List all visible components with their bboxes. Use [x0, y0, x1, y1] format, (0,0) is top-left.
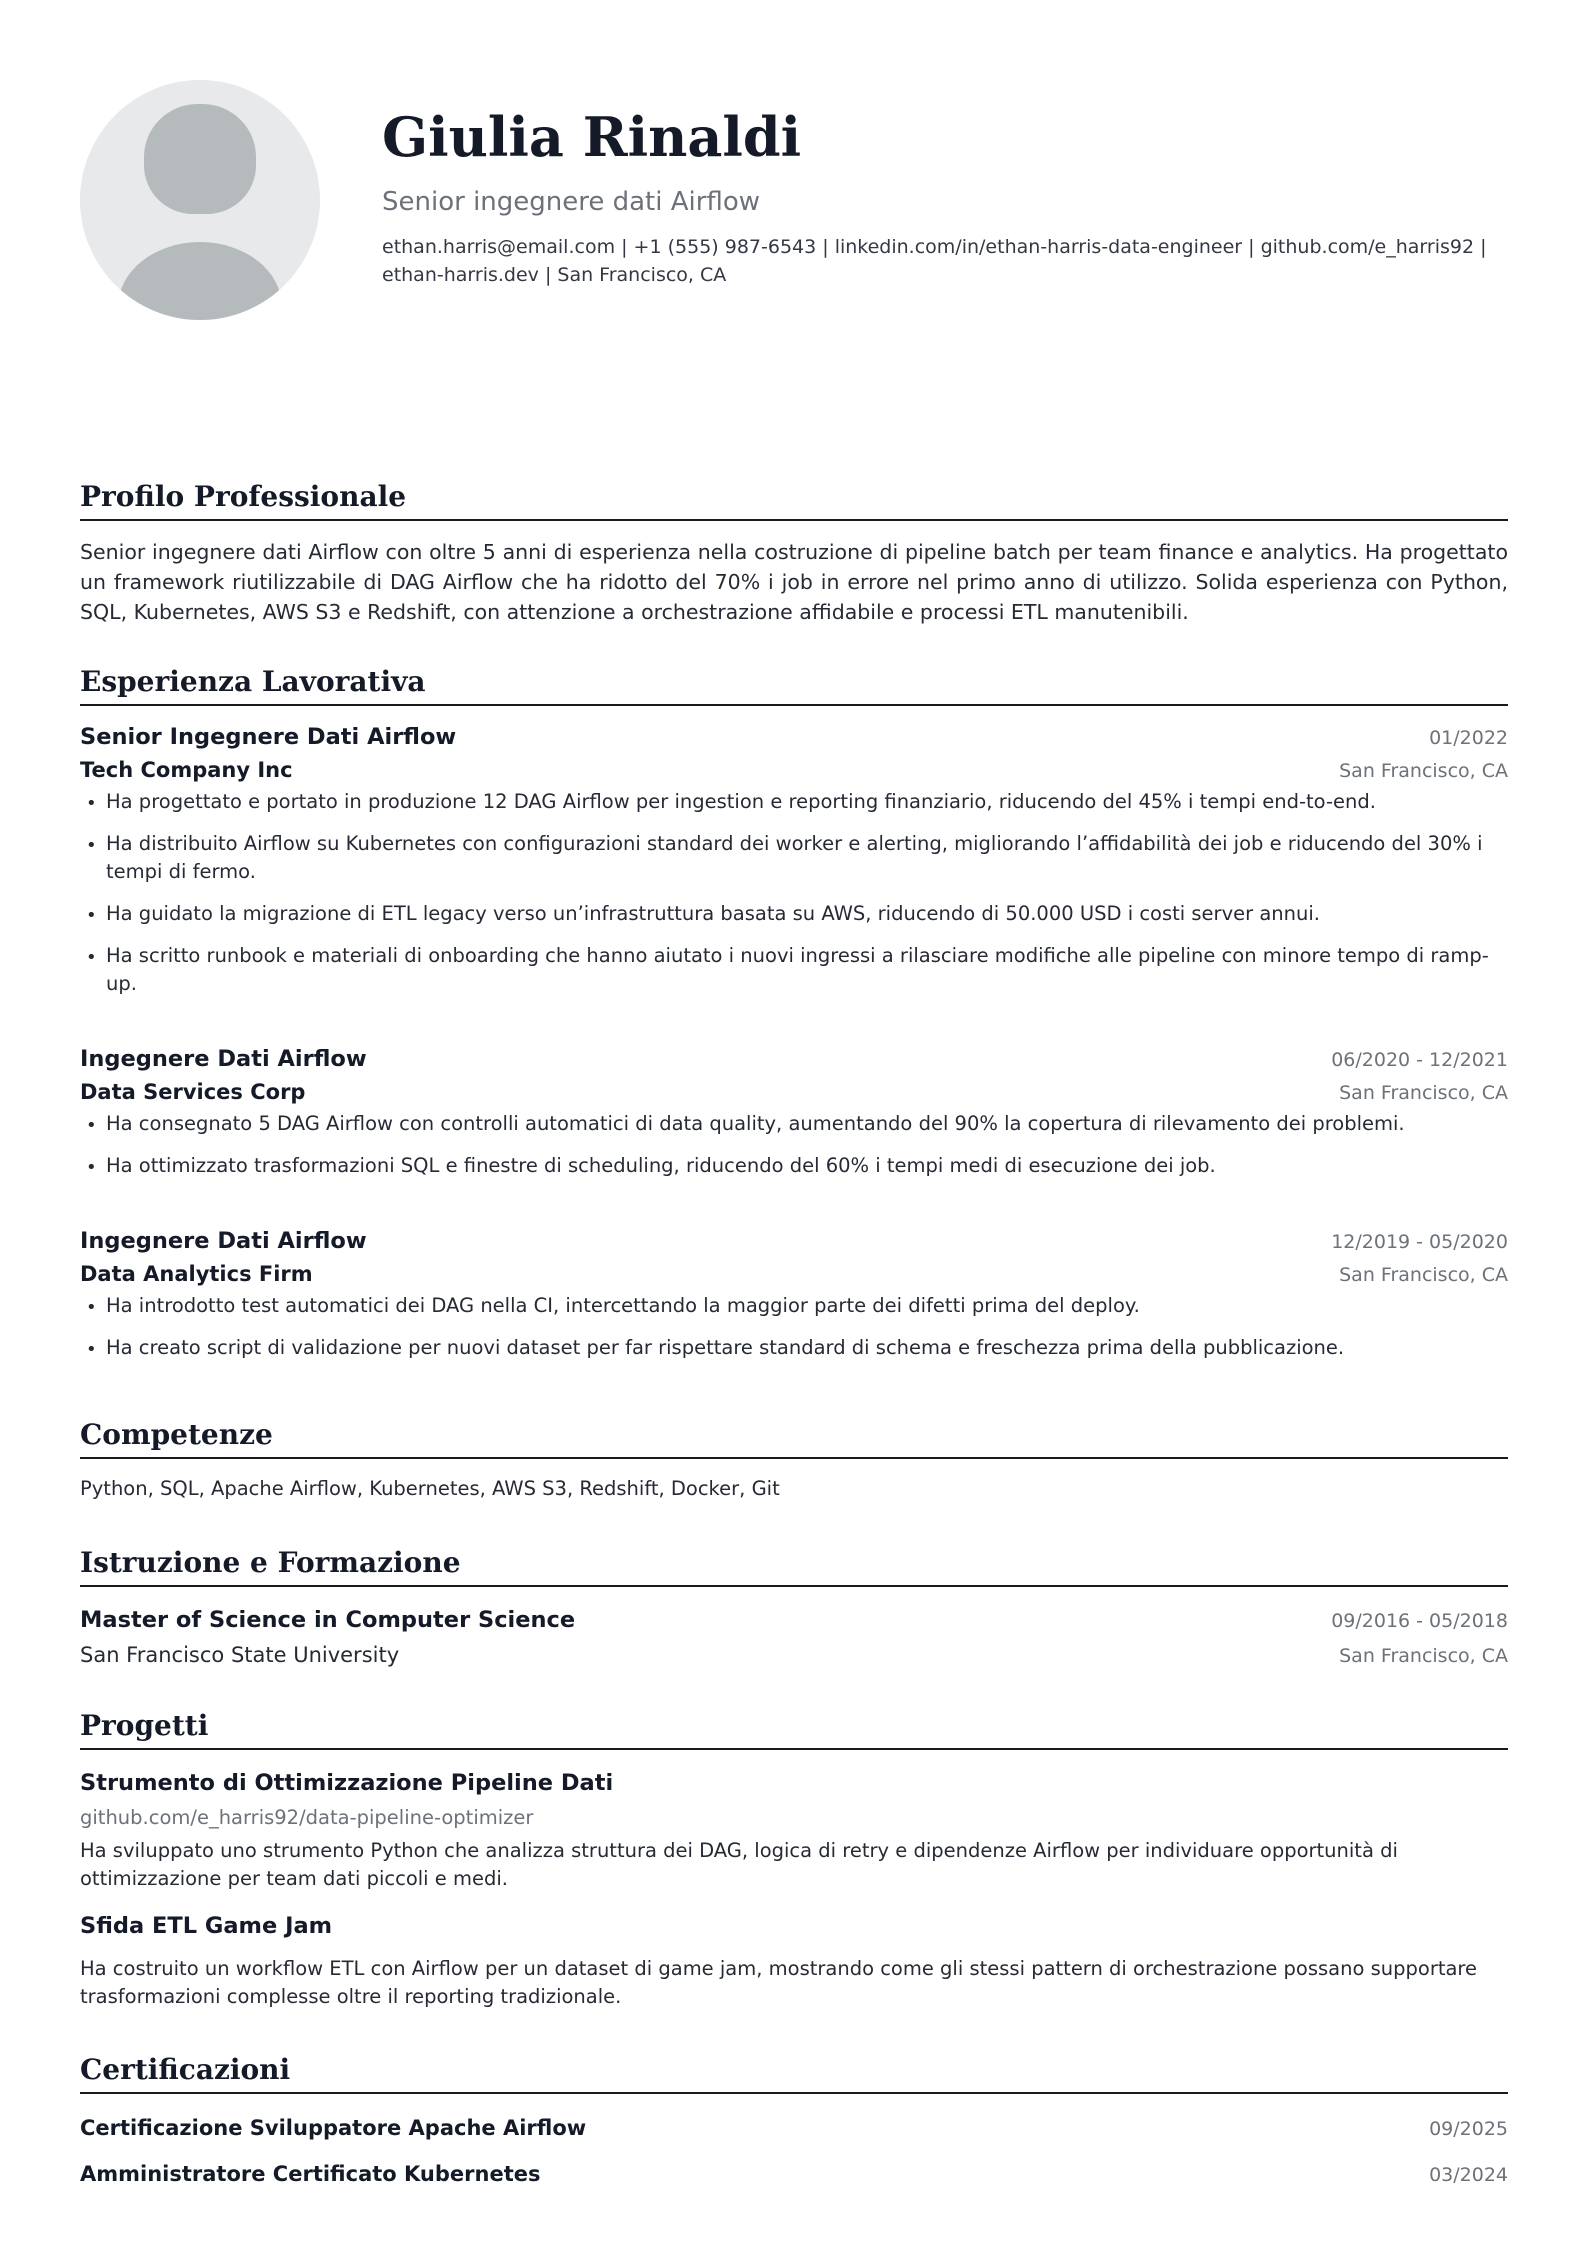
section-heading-projects: Progetti [80, 1709, 1508, 1750]
job-company-row [80, 1080, 1508, 1104]
certifications-section [80, 2053, 1508, 2186]
section-heading-profile: Profilo Professionale [80, 480, 1508, 521]
certification-name: Certificazione Sviluppatore Apache Airflow [80, 2116, 587, 2140]
certification-date: 03/2024 [1429, 2164, 1508, 2186]
certification-row [80, 2162, 1508, 2186]
job-entry [80, 724, 1508, 998]
job-bullets [80, 1110, 1508, 1180]
certification-row [80, 2116, 1508, 2140]
skills-list: Python, SQL, Apache Airflow, Kubernetes, AWS S3, Redshift, Docker, Git [80, 1477, 780, 1500]
job-company: Data Analytics Firm [80, 1262, 313, 1286]
project-description: Ha costruito un workflow ETL con Airflow per un dataset di game jam, mostrando come gli stessi pattern di orchestrazione possano supportare trasformazioni complesse oltre il reporting tradizionale. [80, 1957, 1478, 2008]
project-entry [80, 1913, 1508, 2011]
education-date: 09/2016 - 05/2018 [1331, 1610, 1508, 1632]
job-bullet: • Ha distribuito Airflow su Kubernetes con configurazioni standard dei worker e alerting, migliorando l’affidabilità dei job e riducendo del 30% i tempi di fermo. [80, 830, 1508, 886]
project-link[interactable]: github.com/e_harris92/data-pipeline-optimizer [80, 1806, 534, 1829]
education-school-row [80, 1643, 1508, 1667]
job-bullet: • Ha introdotto test automatici dei DAG nella CI, intercettando la maggior parte dei difetti prima del deploy. [80, 1292, 1508, 1320]
job-title: Ingegnere Dati Airflow [80, 1046, 367, 1072]
education-location: San Francisco, CA [1339, 1645, 1508, 1667]
job-bullet: • Ha consegnato 5 DAG Airflow con controlli automatici di data quality, aumentando del 90% la copertura di rilevamento dei problemi. [80, 1110, 1508, 1138]
project-title: Strumento di Ottimizzazione Pipeline Dati [80, 1770, 614, 1796]
job-company: Data Services Corp [80, 1080, 306, 1104]
profile-section [80, 480, 1508, 627]
section-heading-education: Istruzione e Formazione [80, 1546, 1508, 1587]
job-location: San Francisco, CA [1339, 1264, 1508, 1286]
avatar-body-shape [118, 242, 282, 320]
job-entry [80, 1228, 1508, 1362]
project-entry [80, 1770, 1508, 1893]
job-bullets [80, 1292, 1508, 1362]
contact-line-2: ethan-harris.dev | San Francisco, CA [382, 264, 727, 287]
job-header-row [80, 1228, 1508, 1254]
contact-line-1: ethan.harris@email.com | +1 (555) 987-6543 | linkedin.com/in/ethan-harris-data-engineer | github.com/e_harris92 | [382, 236, 1487, 259]
certification-name: Amministratore Certificato Kubernetes [80, 2162, 541, 2186]
profile-summary: Senior ingegnere dati Airflow con oltre 5 anni di esperienza nella costruzione di pipeline batch per team finance e analytics. Ha progettato un framework riutilizzabile di DAG Airflow che ha ridotto del 70% i job in errore nel primo anno di utilizzo. Solida esperienza con Python, SQL, Kubernetes, AWS S3 e Redshift, con attenzione a orchestrazione affidabile e processi ETL manutenibili. [80, 540, 1508, 624]
candidate-title: Senior ingegnere dati Airflow [382, 187, 760, 218]
education-header-row [80, 1607, 1508, 1633]
contact-info [382, 233, 1508, 289]
job-bullet: • Ha ottimizzato trasformazioni SQL e finestre di scheduling, riducendo del 60% i tempi medi di esecuzione dei job. [80, 1152, 1508, 1180]
job-bullet: • Ha scritto runbook e materiali di onboarding che hanno aiutato i nuovi ingressi a rilasciare modifiche alle pipeline con minore tempo di ramp-up. [80, 942, 1508, 998]
section-heading-experience: Esperienza Lavorativa [80, 665, 1508, 706]
job-header-row [80, 1046, 1508, 1072]
job-location: San Francisco, CA [1339, 1082, 1508, 1104]
job-bullet: • Ha progettato e portato in produzione 12 DAG Airflow per ingestion e reporting finanziario, riducendo del 45% i tempi end-to-end. [80, 788, 1508, 816]
avatar-placeholder-icon [80, 80, 320, 320]
section-heading-certifications: Certificazioni [80, 2053, 1508, 2094]
job-title: Senior Ingegnere Dati Airflow [80, 724, 457, 750]
experience-section [80, 665, 1508, 1362]
resume-header [80, 80, 1508, 320]
job-header-row [80, 724, 1508, 750]
education-degree: Master of Science in Computer Science [80, 1607, 576, 1633]
projects-section [80, 1709, 1508, 2011]
certification-date: 09/2025 [1429, 2118, 1508, 2140]
job-date: 12/2019 - 05/2020 [1331, 1231, 1508, 1253]
job-company: Tech Company Inc [80, 758, 293, 782]
job-bullet: • Ha creato script di validazione per nuovi dataset per far rispettare standard di schema e freschezza prima della pubblicazione. [80, 1334, 1508, 1362]
job-date: 01/2022 [1429, 727, 1508, 749]
skills-section [80, 1418, 1508, 1500]
job-entry [80, 1046, 1508, 1180]
avatar-head-shape [144, 104, 256, 214]
job-location: San Francisco, CA [1339, 760, 1508, 782]
job-company-row [80, 1262, 1508, 1286]
education-school: San Francisco State University [80, 1643, 400, 1667]
job-date: 06/2020 - 12/2021 [1331, 1049, 1508, 1071]
job-bullet: • Ha guidato la migrazione di ETL legacy verso un’infrastruttura basata su AWS, riducendo di 50.000 USD i costi server annui. [80, 900, 1508, 928]
job-company-row [80, 758, 1508, 782]
candidate-name: Giulia Rinaldi [382, 105, 802, 169]
header-info [382, 80, 1508, 289]
education-section [80, 1546, 1508, 1667]
job-bullets [80, 788, 1508, 998]
job-title: Ingegnere Dati Airflow [80, 1228, 367, 1254]
project-title: Sfida ETL Game Jam [80, 1913, 333, 1939]
project-description: Ha sviluppato uno strumento Python che analizza struttura dei DAG, logica di retry e dipendenze Airflow per individuare opportunità di ottimizzazione per team dati piccoli e medi. [80, 1839, 1398, 1890]
section-heading-skills: Competenze [80, 1418, 1508, 1459]
